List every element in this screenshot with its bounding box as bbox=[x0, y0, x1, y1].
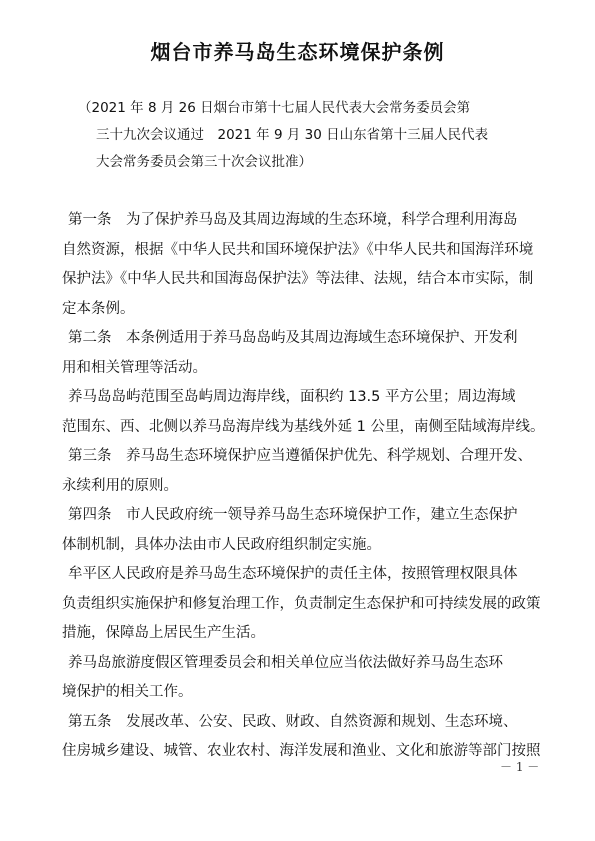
article-paragraph bbox=[62, 649, 562, 708]
paragraph-line: 负责组织实施保护和修复治理工作，负责制定生态保护和可持续发展的政策 bbox=[62, 595, 541, 612]
paragraph-line: 养马岛岛屿范围至岛屿周边海岸线，面积约 13.5 平方公里；周边海域 bbox=[68, 389, 516, 405]
document-title: 烟台市养马岛生态环境保护条例 bbox=[150, 40, 445, 64]
article-paragraph bbox=[62, 708, 562, 767]
paragraph-line: 范围东、西、北侧以养马岛海岸线为基线外延 1 公里，南侧至陆域海岸线。 bbox=[62, 418, 545, 435]
paragraph-line: 保护法》《中华人民共和国海岛保护法》等法律、法规，结合本市实际，制 bbox=[62, 271, 534, 287]
article-paragraph bbox=[62, 442, 562, 501]
paragraph-line: 永续利用的原则。 bbox=[62, 477, 178, 494]
paragraph-line: 第四条 市人民政府统一领导养马岛生态环境保护工作，建立生态保护 bbox=[68, 507, 518, 523]
paragraph-line: 养马岛旅游度假区管理委员会和相关单位应当依法做好养马岛生态环 bbox=[68, 654, 503, 671]
adoption-note-line: 大会常务委员会第三十次会议批准） bbox=[96, 154, 312, 170]
paragraph-line: 第一条 为了保护养马岛及其周边海域的生态环境，科学合理利用海岛 bbox=[68, 212, 518, 228]
paragraph-line: 措施，保障岛上居民生产生活。 bbox=[62, 625, 265, 641]
paragraph-line: 自然资源，根据《中华人民共和国环境保护法》《中华人民共和国海洋环境 bbox=[62, 241, 534, 258]
paragraph-line: 定本条例。 bbox=[62, 300, 135, 317]
article-paragraph bbox=[62, 501, 562, 560]
paragraph-line: 第二条 本条例适用于养马岛岛屿及其周边海域生态环境保护、开发利 bbox=[68, 330, 518, 346]
article-paragraph bbox=[62, 560, 562, 649]
paragraph-line: 第五条 发展改革、公安、民政、财政、自然资源和规划、生态环境、 bbox=[68, 713, 518, 730]
adoption-note-line: 三十九次会议通过 2021 年 9 月 30 日山东省第十三届人民代表 bbox=[96, 127, 489, 143]
paragraph-line: 住房城乡建设、城管、农业农村、海洋发展和渔业、文化和旅游等部门按照 bbox=[62, 743, 541, 759]
adoption-note bbox=[78, 95, 548, 176]
article-paragraph bbox=[62, 324, 562, 383]
paragraph-line: 体制机制，具体办法由市人民政府组织制定实施。 bbox=[62, 536, 381, 553]
page-number: － 1 － bbox=[500, 760, 540, 774]
document-body bbox=[62, 206, 562, 767]
article-paragraph bbox=[62, 383, 562, 442]
adoption-note-line: （2021 年 8 月 26 日烟台市第十七届人民代表大会常务委员会第 bbox=[78, 100, 471, 116]
paragraph-line: 用和相关管理等活动。 bbox=[62, 359, 207, 376]
paragraph-line: 第三条 养马岛生态环境保护应当遵循保护优先、科学规划、合理开发、 bbox=[68, 448, 532, 464]
paragraph-line: 境保护的相关工作。 bbox=[62, 684, 193, 700]
paragraph-line: 牟平区人民政府是养马岛生态环境保护的责任主体，按照管理权限具体 bbox=[68, 566, 518, 582]
article-paragraph bbox=[62, 206, 562, 324]
